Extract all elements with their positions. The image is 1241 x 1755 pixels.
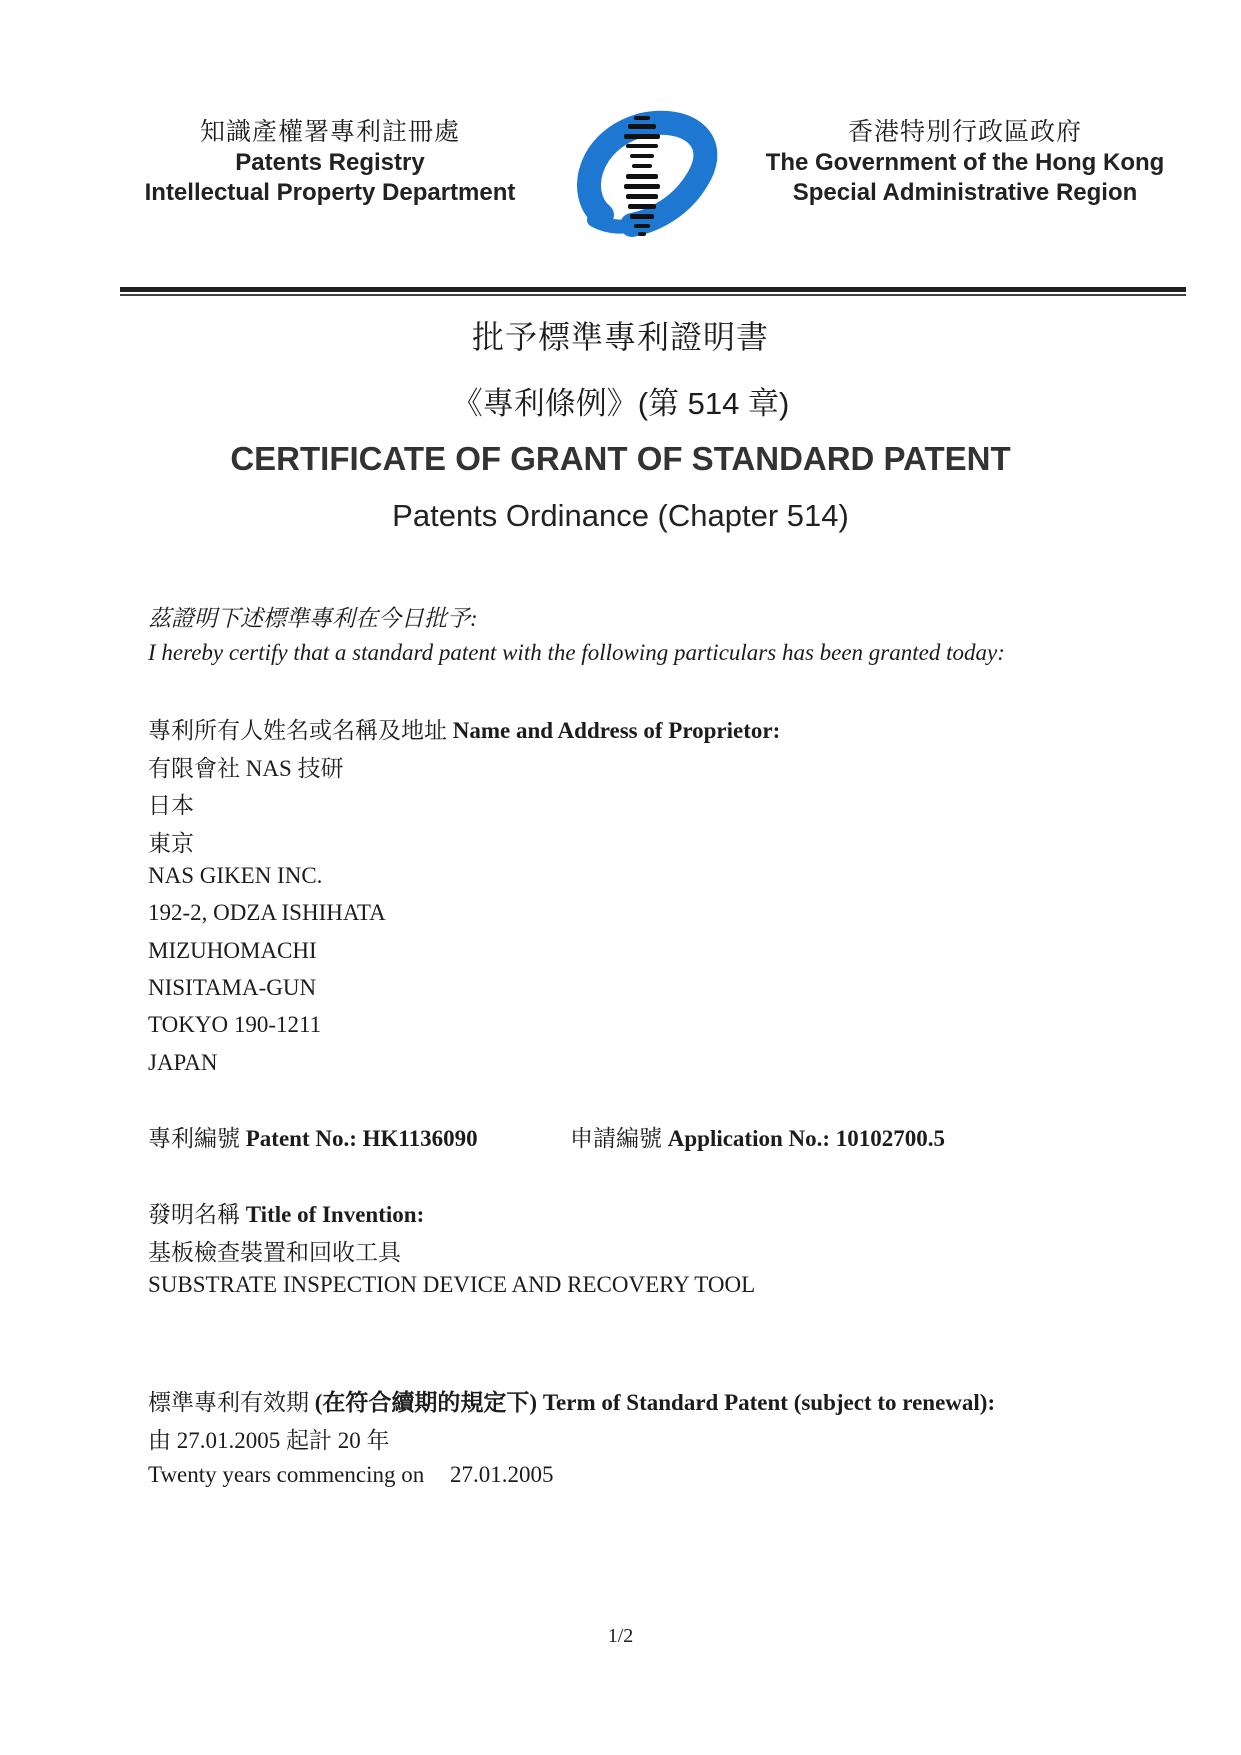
- certificate-title-en: CERTIFICATE OF GRANT OF STANDARD PATENT: [230, 440, 1011, 477]
- proprietor-line: 有限會社 NAS 技研: [148, 756, 344, 781]
- invention-title-zh: 基板檢查裝置和回收工具: [148, 1240, 401, 1265]
- term-label-en: Term of Standard Patent (subject to renewal):: [542, 1390, 996, 1415]
- proprietor-line: MIZUHOMACHI: [148, 938, 317, 963]
- application-number-label-zh: 申請編號: [570, 1126, 662, 1151]
- ordinance-zh: 《專利條例》(第 514 章): [451, 386, 790, 421]
- proprietor-line: NISITAMA-GUN: [148, 975, 317, 1000]
- term-en-prefix: Twenty years commencing on: [148, 1462, 425, 1487]
- invention-label-zh: 發明名稱: [148, 1202, 240, 1227]
- patent-number-value: HK1136090: [362, 1126, 478, 1151]
- department-name: Intellectual Property Department: [144, 179, 516, 206]
- header-divider-thick: [120, 287, 1186, 292]
- proprietor-line: NAS GIKEN INC.: [148, 863, 323, 888]
- government-name-line1: The Government of the Hong Kong: [765, 149, 1165, 176]
- patent-number: [148, 1120, 478, 1153]
- hksar-emblem-icon: [572, 110, 720, 250]
- term-commencement-date: 27.01.2005: [449, 1462, 554, 1487]
- patent-number-label-en: Patent No.:: [245, 1126, 357, 1151]
- invention-label-en: Title of Invention:: [245, 1202, 425, 1227]
- invention-label: [148, 1196, 424, 1229]
- term-label-zh-note: (在符合續期的規定下): [314, 1390, 538, 1415]
- registry-name: Patents Registry: [235, 149, 425, 176]
- application-number: [570, 1120, 945, 1153]
- header-divider-thin: [120, 294, 1186, 296]
- term-label: [148, 1384, 995, 1417]
- header-left-block: [130, 118, 530, 208]
- application-number-label-en: Application No.:: [667, 1126, 831, 1151]
- proprietor-label-zh: 專利所有人姓名或名稱及地址: [148, 718, 447, 743]
- invention-title-en: SUBSTRATE INSPECTION DEVICE AND RECOVERY TOOL: [148, 1272, 756, 1297]
- certificate-title-zh: 批予標準專利證明書: [471, 319, 769, 355]
- certify-statement-en: I hereby certify that a standard patent with the following particulars has been granted today:: [148, 640, 1005, 665]
- page-number: 1/2: [607, 1625, 634, 1647]
- proprietor-line: 192-2, ODZA ISHIHATA: [148, 900, 386, 925]
- term-label-zh: 標準專利有效期: [148, 1390, 309, 1415]
- proprietor-label-en: Name and Address of Proprietor:: [452, 718, 781, 743]
- proprietor-line: TOKYO 190-1211: [148, 1012, 322, 1037]
- government-name-zh: 香港特別行政區政府: [847, 119, 1082, 146]
- term-en: [148, 1462, 553, 1488]
- patent-number-label-zh: 專利編號: [148, 1126, 240, 1151]
- government-logo: [572, 110, 720, 250]
- header-right-block: [745, 118, 1185, 208]
- proprietor-line: 日本: [148, 793, 194, 818]
- proprietor-line: JAPAN: [148, 1050, 218, 1075]
- proprietor-line: 東京: [148, 831, 194, 856]
- certify-statement-zh: 茲證明下述標準專利在今日批予:: [148, 606, 478, 631]
- term-zh: 由 27.01.2005 起計 20 年: [148, 1428, 390, 1453]
- government-name-line2: Special Administrative Region: [792, 179, 1138, 206]
- department-name-zh: 知識產權署專利註冊處: [199, 119, 460, 146]
- ordinance-en: Patents Ordinance (Chapter 514): [392, 498, 849, 533]
- application-number-value: 10102700.5: [835, 1126, 946, 1151]
- proprietor-label: [148, 712, 780, 745]
